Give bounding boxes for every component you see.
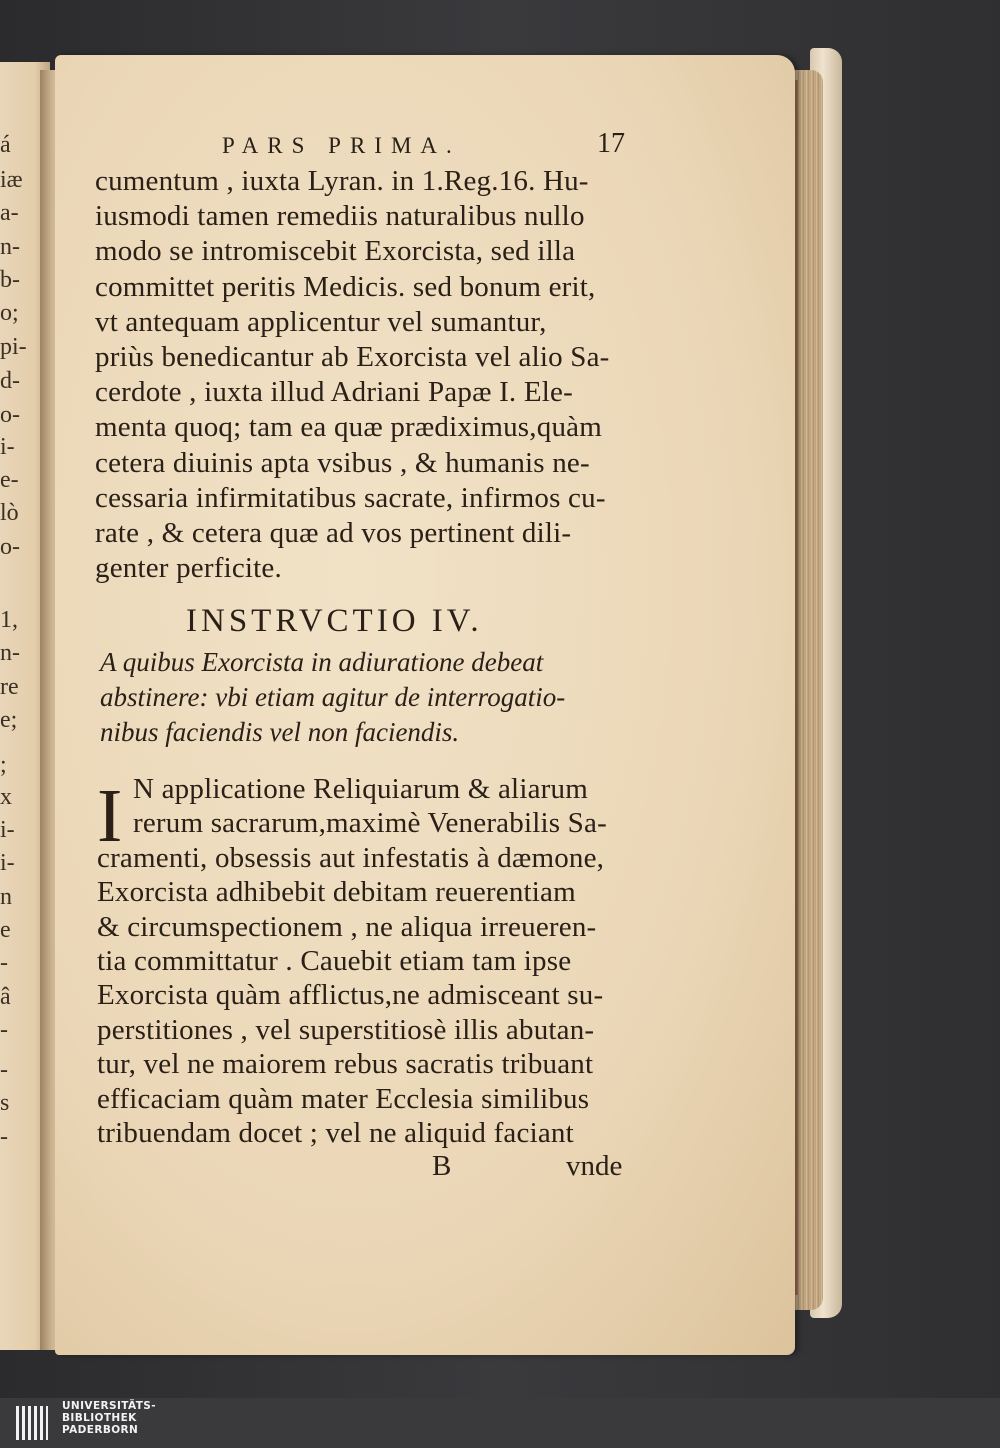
running-header: PARS PRIMA. [222, 133, 461, 158]
text-line: & circumspectionem , ne aliqua irreueren- [97, 910, 597, 943]
left-page-fragment: n- [0, 640, 20, 666]
subheading-line: abstinere: vbi etiam agitur de interrogatio- [100, 682, 566, 712]
logo-line: BIBLIOTHEK [62, 1412, 137, 1424]
left-page-fragment: ; [0, 752, 7, 778]
text-line: perstitiones , vel superstitiosè illis abutan- [97, 1013, 595, 1046]
text-line: priùs benedicantur ab Exorcista vel alio Sa- [95, 341, 610, 373]
text-line: cumentum , iuxta Lyran. in 1.Reg.16. Hu- [95, 165, 589, 197]
subheading-line: A quibus Exorcista in adiuratione debeat [100, 647, 544, 677]
left-page-fragment: o- [0, 402, 20, 428]
left-page-fragment: pi- [0, 334, 27, 360]
text-line: cramenti, obsessis aut infestatis à dæmone, [97, 841, 605, 874]
left-page-fragment: n [0, 884, 12, 910]
logo-line: PADERBORN [62, 1424, 139, 1436]
text-line: tia committatur . Cauebit etiam tam ipse [97, 945, 572, 977]
text-line: committet peritis Medicis. sed bonum erit, [95, 270, 596, 303]
text-line: cetera diuinis apta vsibus , & humanis ne- [95, 446, 590, 479]
left-page-fragment: a- [0, 200, 19, 226]
left-page-fragment: o- [0, 534, 20, 560]
left-page-fragment: - [0, 1017, 8, 1043]
left-page-fragment: re [0, 674, 19, 700]
left-page-fragment: e- [0, 467, 19, 493]
subheading-line: nibus faciendis vel non faciendis. [100, 717, 460, 747]
page-number: 17 [597, 128, 625, 159]
left-page-fragment: - [0, 950, 8, 976]
left-page-fragment: n- [0, 234, 20, 260]
drop-cap: I [97, 774, 123, 858]
left-page-fragment: b- [0, 267, 20, 293]
left-page-fragment: s [0, 1090, 10, 1116]
left-page-fragment: i- [0, 434, 15, 460]
text-line: tur, vel ne maiorem rebus sacratis tribuant [97, 1048, 594, 1081]
text-line: efficaciam quàm mater Ecclesia similibus [97, 1082, 590, 1115]
text-line: rerum sacrarum,maximè Venerabilis Sa- [133, 807, 607, 840]
text-line: Exorcista quàm afflictus,ne admisceant su- [97, 979, 604, 1012]
left-page-fragment: â [0, 984, 11, 1010]
catchword: vnde [566, 1150, 623, 1182]
logo-line: UNIVERSITÄTS- [62, 1400, 157, 1412]
text-line: tribuendam docet ; vel ne aliquid faciant [97, 1117, 574, 1149]
left-page-fragment: x [0, 784, 12, 810]
text-line: Exorcista adhibebit debitam reuerentiam [97, 876, 576, 909]
text-line: vt antequam applicentur vel sumantur, [95, 305, 547, 338]
left-page-fragment: d- [0, 368, 20, 394]
text-line: N applicatione Reliquiarum & aliarum [133, 773, 588, 805]
left-page-fragment: o; [0, 300, 19, 326]
text-line: modo se intromiscebit Exorcista, sed illa [95, 235, 576, 268]
text-line: rate , & cetera quæ ad vos pertinent dili- [95, 517, 572, 549]
section-heading: INSTRVCTIO IV. [186, 603, 483, 639]
signature-mark: B [432, 1150, 452, 1182]
text-line: menta quoq; tam ea quæ prædiximus,quàm [95, 411, 602, 444]
left-page-fragment: e; [0, 707, 18, 733]
left-page-fragment: e [0, 917, 11, 943]
library-logo-icon [14, 1402, 50, 1444]
left-page-fragment: á [0, 132, 11, 158]
text-line: iusmodi tamen remediis naturalibus nullo [95, 200, 585, 233]
text-line: cessaria infirmitatibus sacrate, infirmos cu- [95, 481, 606, 514]
left-page-fragment: i- [0, 817, 15, 843]
library-logo-text [62, 1400, 156, 1436]
left-page-fragment: - [0, 1124, 8, 1150]
text-line: genter perficite. [95, 552, 282, 585]
left-page-fragment: iæ [0, 167, 23, 193]
left-page-fragment: lò [0, 500, 19, 526]
text-line: cerdote , iuxta illud Adriani Papæ I. Ele- [95, 376, 573, 409]
left-page-fragment: i- [0, 850, 15, 876]
left-page-fragment: - [0, 1057, 8, 1083]
left-page-fragment: 1, [0, 607, 18, 633]
